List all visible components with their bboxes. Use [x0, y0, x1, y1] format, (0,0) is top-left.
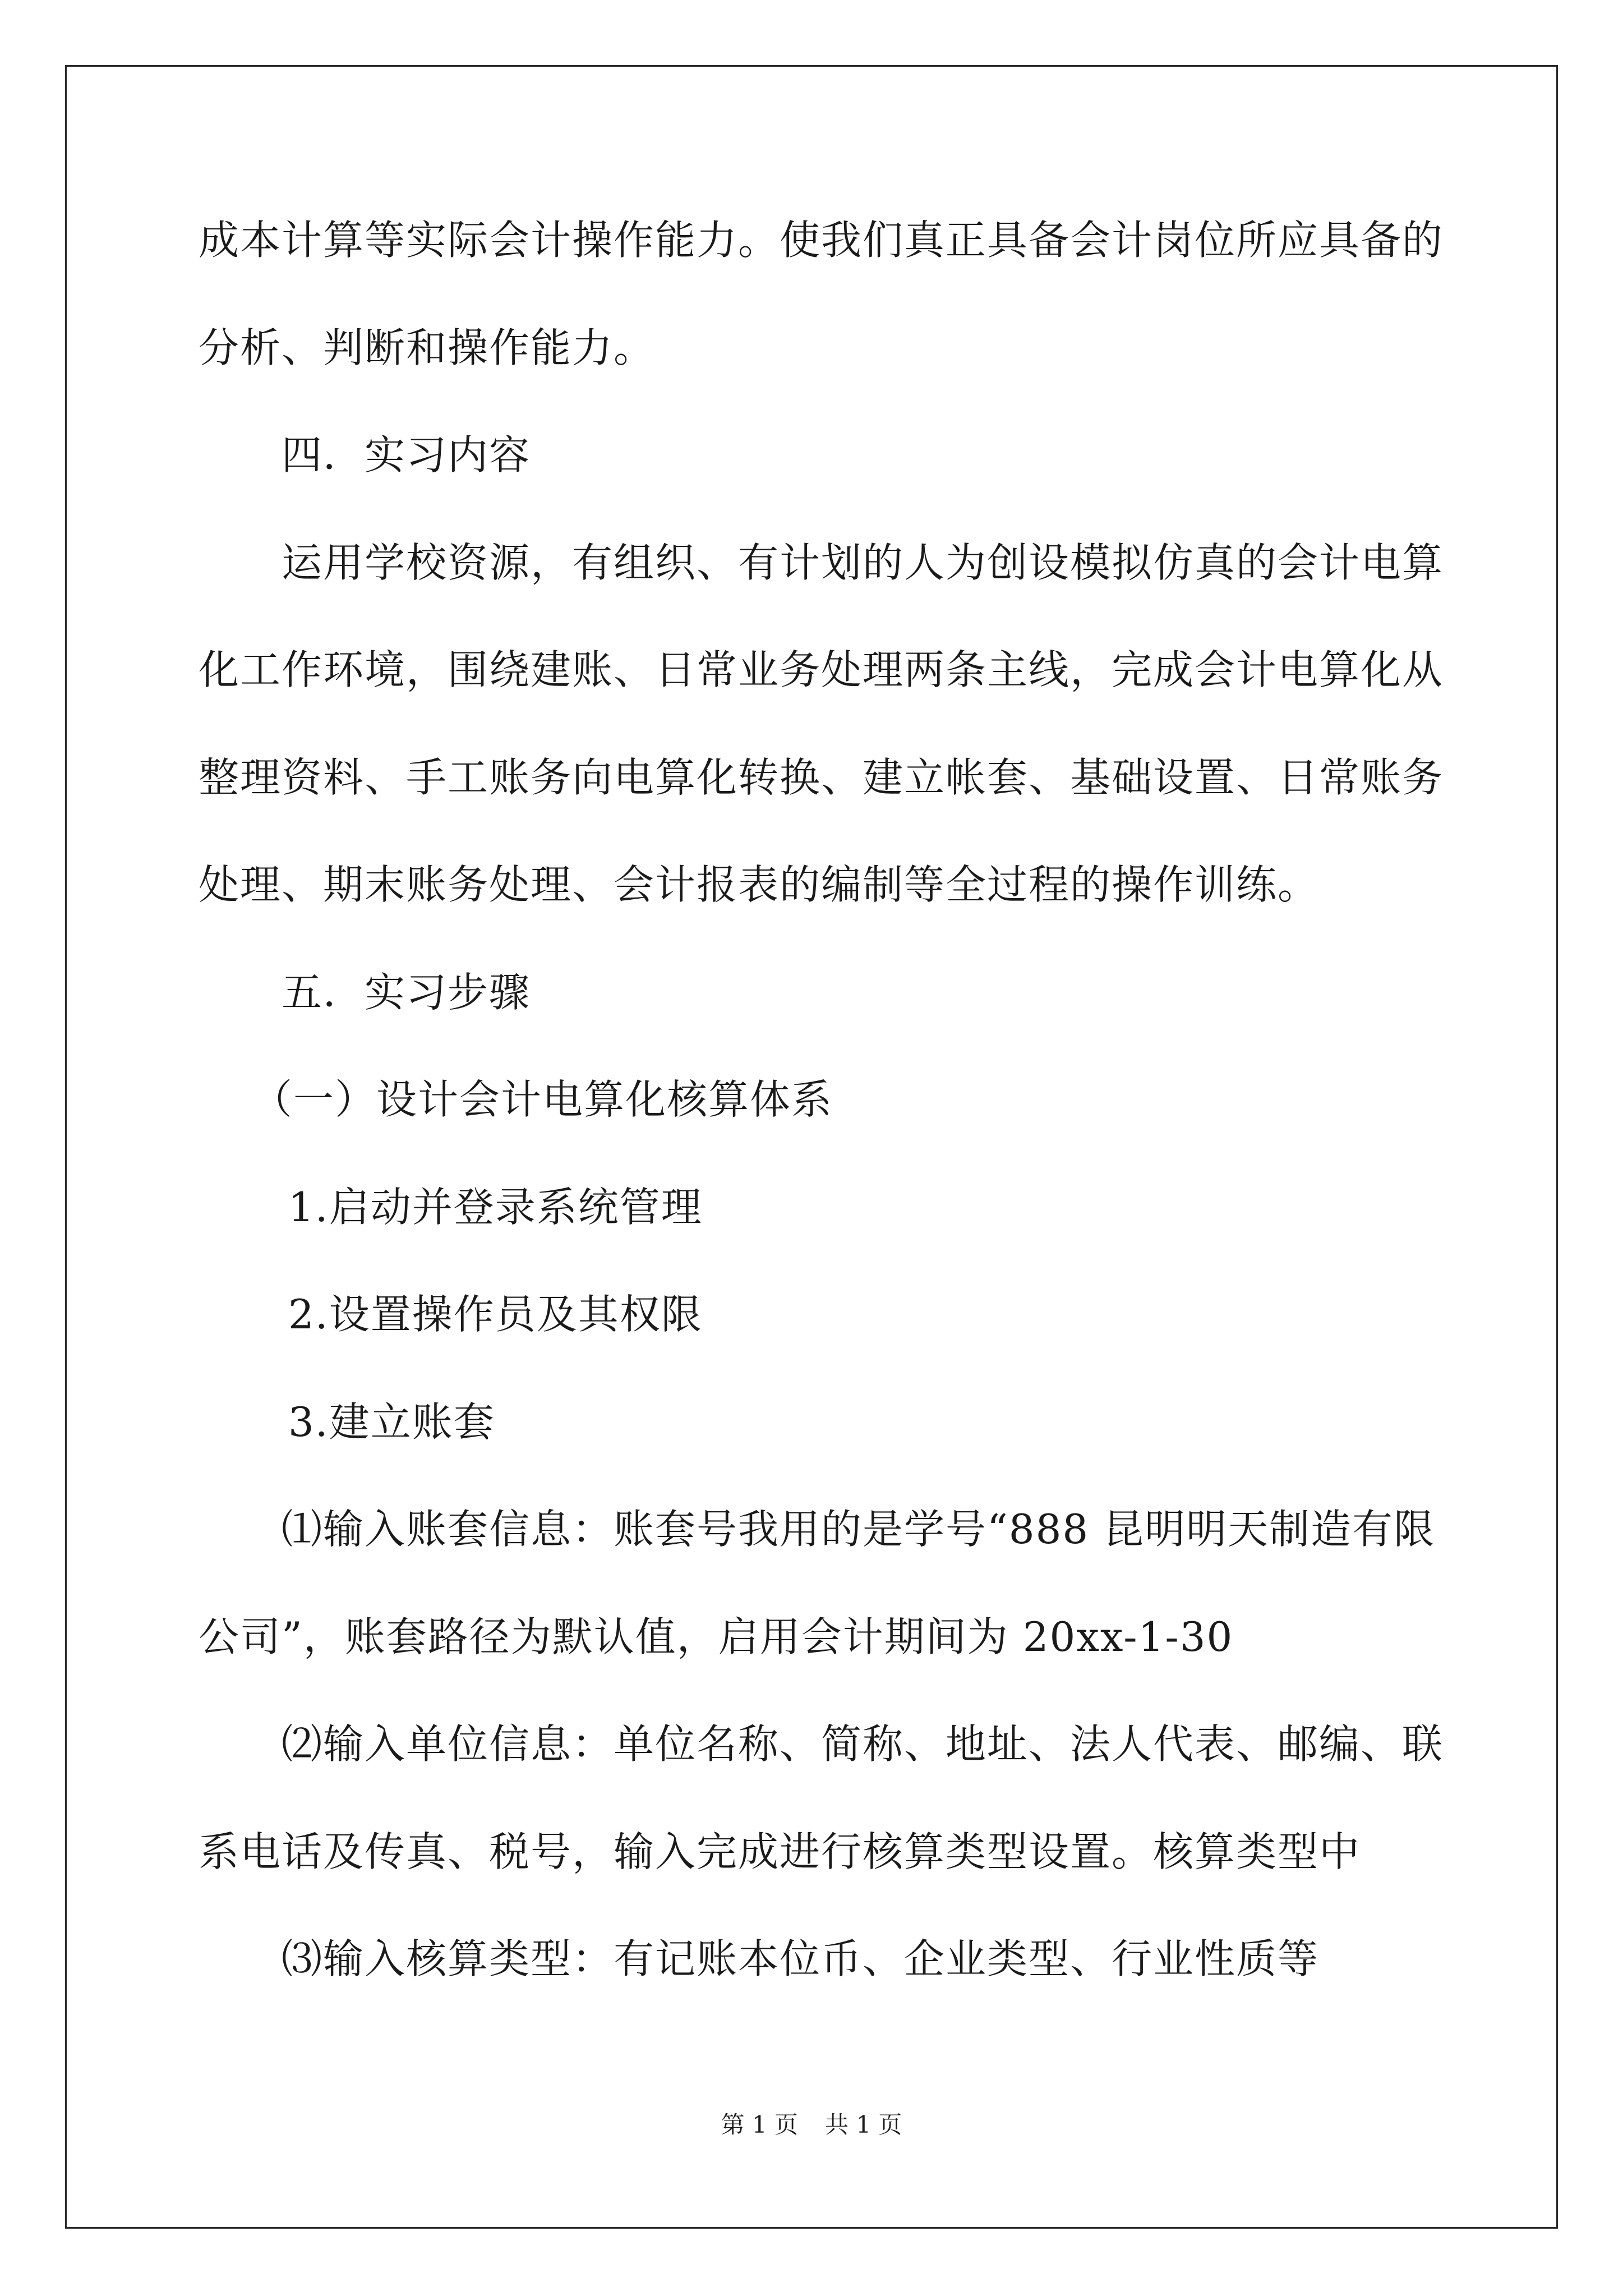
- step-item-3: 3.建立账套: [288, 1398, 495, 1446]
- document-body: [199, 213, 1444, 2040]
- sub-step-1: ⑴输入账套信息：账套号我用的是学号“888 昆明明天制造有限: [282, 1506, 1436, 1553]
- step-item-1: 1.启动并登录系统管理: [288, 1183, 703, 1231]
- sub-step-3: ⑶输入核算类型：有记账本位币、企业类型、行业性质等: [282, 1935, 1320, 1982]
- body-line-2: 分析、判断和操作能力。: [199, 324, 656, 371]
- body-line-4: 化工作环境，围绕建账、日常业务处理两条主线，完成会计电算化从: [199, 646, 1444, 693]
- step-item-2: 2.设置操作员及其权限: [288, 1291, 703, 1338]
- section-heading-5: 五．实习步骤: [282, 968, 531, 1016]
- sub-heading-1: （一）设计会计电算化核算体系: [252, 1076, 833, 1123]
- body-line-6: 处理、期末账务处理、会计报表的编制等全过程的操作训练。: [199, 861, 1320, 908]
- page-number-current: 第 1 页: [721, 2111, 798, 2138]
- page-footer: [0, 2109, 1623, 2141]
- sub-step-2: ⑵输入单位信息：单位名称、简称、地址、法人代表、邮编、联: [282, 1720, 1444, 1768]
- body-line-5: 整理资料、手工账务向电算化转换、建立帐套、基础设置、日常账务: [199, 753, 1444, 801]
- page-number-total: 共 1 页: [825, 2111, 902, 2138]
- body-line-1: 成本计算等实际会计操作能力。使我们真正具备会计岗位所应具备的: [199, 217, 1444, 264]
- sub-step-2-cont: 系电话及传真、税号，输入完成进行核算类型设置。核算类型中: [199, 1828, 1361, 1875]
- section-heading-4: 四．实习内容: [282, 431, 531, 478]
- body-line-3: 运用学校资源，有组织、有计划的人为创设模拟仿真的会计电算: [282, 539, 1444, 586]
- sub-step-1-cont: 公司”，账套路径为默认值，启用会计期间为 20xx-1-30: [199, 1613, 1234, 1660]
